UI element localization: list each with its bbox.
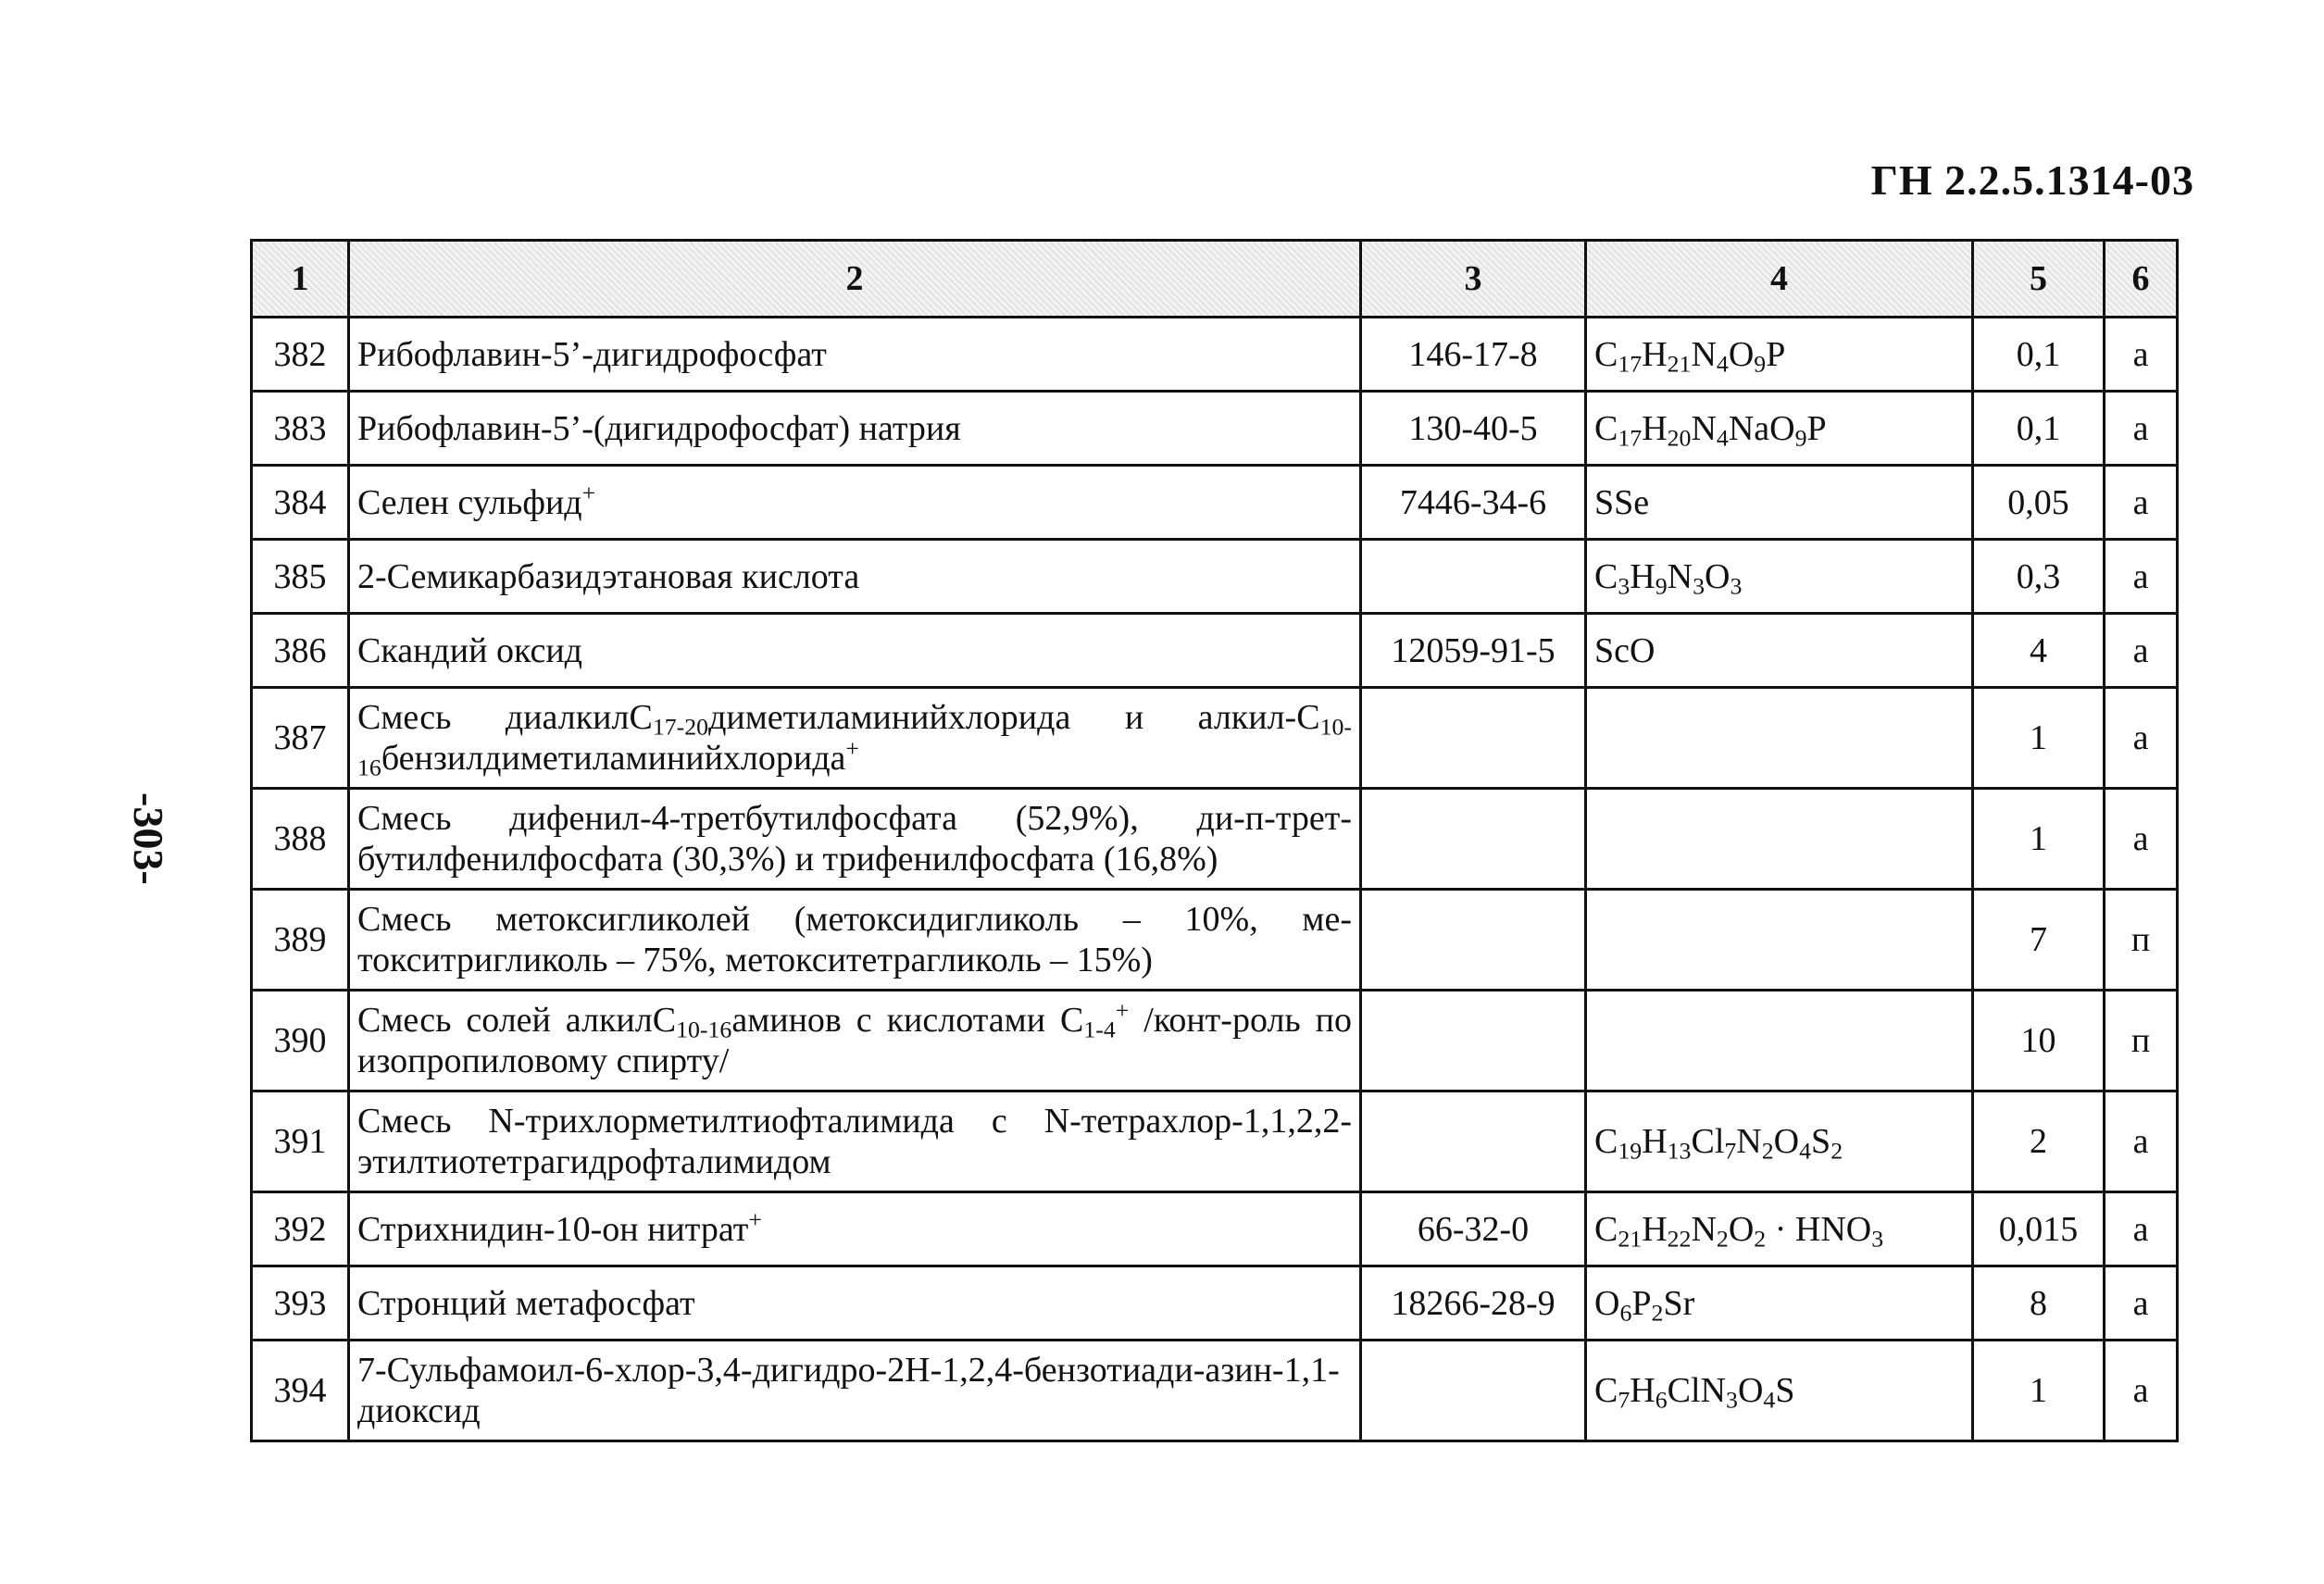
cas-number [1361, 540, 1586, 614]
table-row [252, 614, 2178, 688]
substance-name: 2-Семикарбазидэтановая кислота [349, 540, 1361, 614]
aggregate-state: а [2105, 1192, 2178, 1266]
table-row [252, 1091, 2178, 1192]
row-number: 392 [252, 1192, 349, 1266]
aggregate-state: а [2105, 789, 2178, 890]
column-header-5: 5 [1973, 241, 2105, 318]
substance-name: Стрихнидин-10-он нитрат+ [349, 1192, 1361, 1266]
aggregate-state: п [2105, 890, 2178, 991]
limit-value: 0,1 [1973, 392, 2105, 466]
substance-name: Скандий оксид [349, 614, 1361, 688]
column-header-3: 3 [1361, 241, 1586, 318]
chemical-formula: $C_{19}H_{13}Cl_7N_2O_4S_2$ [1586, 1091, 1973, 1192]
cas-number: 18266-28-9 [1361, 1266, 1586, 1341]
chemical-formula [1586, 688, 1973, 789]
aggregate-state: а [2105, 540, 2178, 614]
row-number: 386 [252, 614, 349, 688]
substance-name: Смесь метоксигликолей (метоксидигликоль – 10%, ме-токситригликоль – 75%, метокситетрагликоль – 15%) [349, 890, 1361, 991]
chemical-formula [1586, 789, 1973, 890]
aggregate-state: а [2105, 392, 2178, 466]
substance-name: 7-Сульфамоил-6-хлор-3,4-дигидро-2Н-1,2,4-бензотиади-азин-1,1-диоксид [349, 1341, 1361, 1441]
limit-value: 2 [1973, 1091, 2105, 1192]
cas-number: 66-32-0 [1361, 1192, 1586, 1266]
table-row [252, 1192, 2178, 1266]
row-number: 390 [252, 991, 349, 1091]
table-row [252, 991, 2178, 1091]
row-number: 389 [252, 890, 349, 991]
aggregate-state: а [2105, 318, 2178, 392]
column-header-1: 1 [252, 241, 349, 318]
row-number: 393 [252, 1266, 349, 1341]
column-header-4: 4 [1586, 241, 1973, 318]
table-row [252, 688, 2178, 789]
table-row [252, 318, 2178, 392]
table-row [252, 540, 2178, 614]
column-header-2: 2 [349, 241, 1361, 318]
table-row [252, 789, 2178, 890]
chemical-formula [1586, 890, 1973, 991]
aggregate-state: а [2105, 1091, 2178, 1192]
cas-number [1361, 1091, 1586, 1192]
row-number: 385 [252, 540, 349, 614]
chemical-formula: $C_{17}H_{21}N_4O_9P$ [1586, 318, 1973, 392]
row-number: 387 [252, 688, 349, 789]
substance-name: Селен сульфид+ [349, 466, 1361, 540]
cas-number [1361, 890, 1586, 991]
substance-name: Смесь солей алкилC$_{10-16}$аминов с кислотами $C_{1-4}^+$ /конт-роль по изопропиловому спирту/ [349, 991, 1361, 1091]
table-row [252, 466, 2178, 540]
row-number: 394 [252, 1341, 349, 1441]
cas-number [1361, 991, 1586, 1091]
table-row [252, 1341, 2178, 1441]
row-number: 391 [252, 1091, 349, 1192]
row-number: 384 [252, 466, 349, 540]
aggregate-state: а [2105, 688, 2178, 789]
limit-value: 10 [1973, 991, 2105, 1091]
aggregate-state: п [2105, 991, 2178, 1091]
column-header-6: 6 [2105, 241, 2178, 318]
cas-number: 12059-91-5 [1361, 614, 1586, 688]
table-row [252, 890, 2178, 991]
table-header-row [252, 241, 2178, 318]
table-row [252, 1266, 2178, 1341]
substances-table [250, 239, 2179, 1442]
chemical-formula: $C_{17}H_{20}N_4NaO_9P$ [1586, 392, 1973, 466]
limit-value: 0,1 [1973, 318, 2105, 392]
limit-value: 0,015 [1973, 1192, 2105, 1266]
chemical-formula [1586, 991, 1973, 1091]
cas-number: 146-17-8 [1361, 318, 1586, 392]
cas-number: 7446-34-6 [1361, 466, 1586, 540]
substance-name: Смесь N-трихлорметилтиофталимида с N-тетрахлор-1,1,2,2-этилтиотетрагидрофталимидом [349, 1091, 1361, 1192]
chemical-formula: $O_6P_2Sr$ [1586, 1266, 1973, 1341]
document-code: ГН 2.2.5.1314-03 [1870, 156, 2194, 204]
substance-name: Рибофлавин-5’-(дигидрофосфат) натрия [349, 392, 1361, 466]
cas-number: 130-40-5 [1361, 392, 1586, 466]
substance-name: Стронций метафосфат [349, 1266, 1361, 1341]
substance-name: Рибофлавин-5’-дигидрофосфат [349, 318, 1361, 392]
aggregate-state: а [2105, 1266, 2178, 1341]
limit-value: 8 [1973, 1266, 2105, 1341]
table-row [252, 392, 2178, 466]
aggregate-state: а [2105, 614, 2178, 688]
limit-value: 4 [1973, 614, 2105, 688]
substance-name: Смесь дифенил-4-третбутилфосфата (52,9%), ди-п-трет-бутилфенилфосфата (30,3%) и трифенилфосфата (16,8%) [349, 789, 1361, 890]
row-number: 383 [252, 392, 349, 466]
limit-value: 1 [1973, 789, 2105, 890]
aggregate-state: а [2105, 1341, 2178, 1441]
row-number: 388 [252, 789, 349, 890]
page-number: -303- [125, 792, 172, 885]
cas-number [1361, 688, 1586, 789]
aggregate-state: а [2105, 466, 2178, 540]
cas-number [1361, 1341, 1586, 1441]
substance-name: Смесь диалкилC$_{17-20}$диметиламинийхлорида и алкил-$C_{10-16}бензилдиметиламинийхлорида^+$ [349, 688, 1361, 789]
chemical-formula: $C_3H_9N_3O_3$ [1586, 540, 1973, 614]
limit-value: 1 [1973, 688, 2105, 789]
cas-number [1361, 789, 1586, 890]
limit-value: 0,3 [1973, 540, 2105, 614]
limit-value: 0,05 [1973, 466, 2105, 540]
limit-value: 1 [1973, 1341, 2105, 1441]
chemical-formula: ScO [1586, 614, 1973, 688]
row-number: 382 [252, 318, 349, 392]
limit-value: 7 [1973, 890, 2105, 991]
chemical-formula: $C_{21}H_{22}N_2O_2 \cdot HNO_3$ [1586, 1192, 1973, 1266]
chemical-formula: $C_7H_6ClN_3O_4S$ [1586, 1341, 1973, 1441]
chemical-formula: SSe [1586, 466, 1973, 540]
